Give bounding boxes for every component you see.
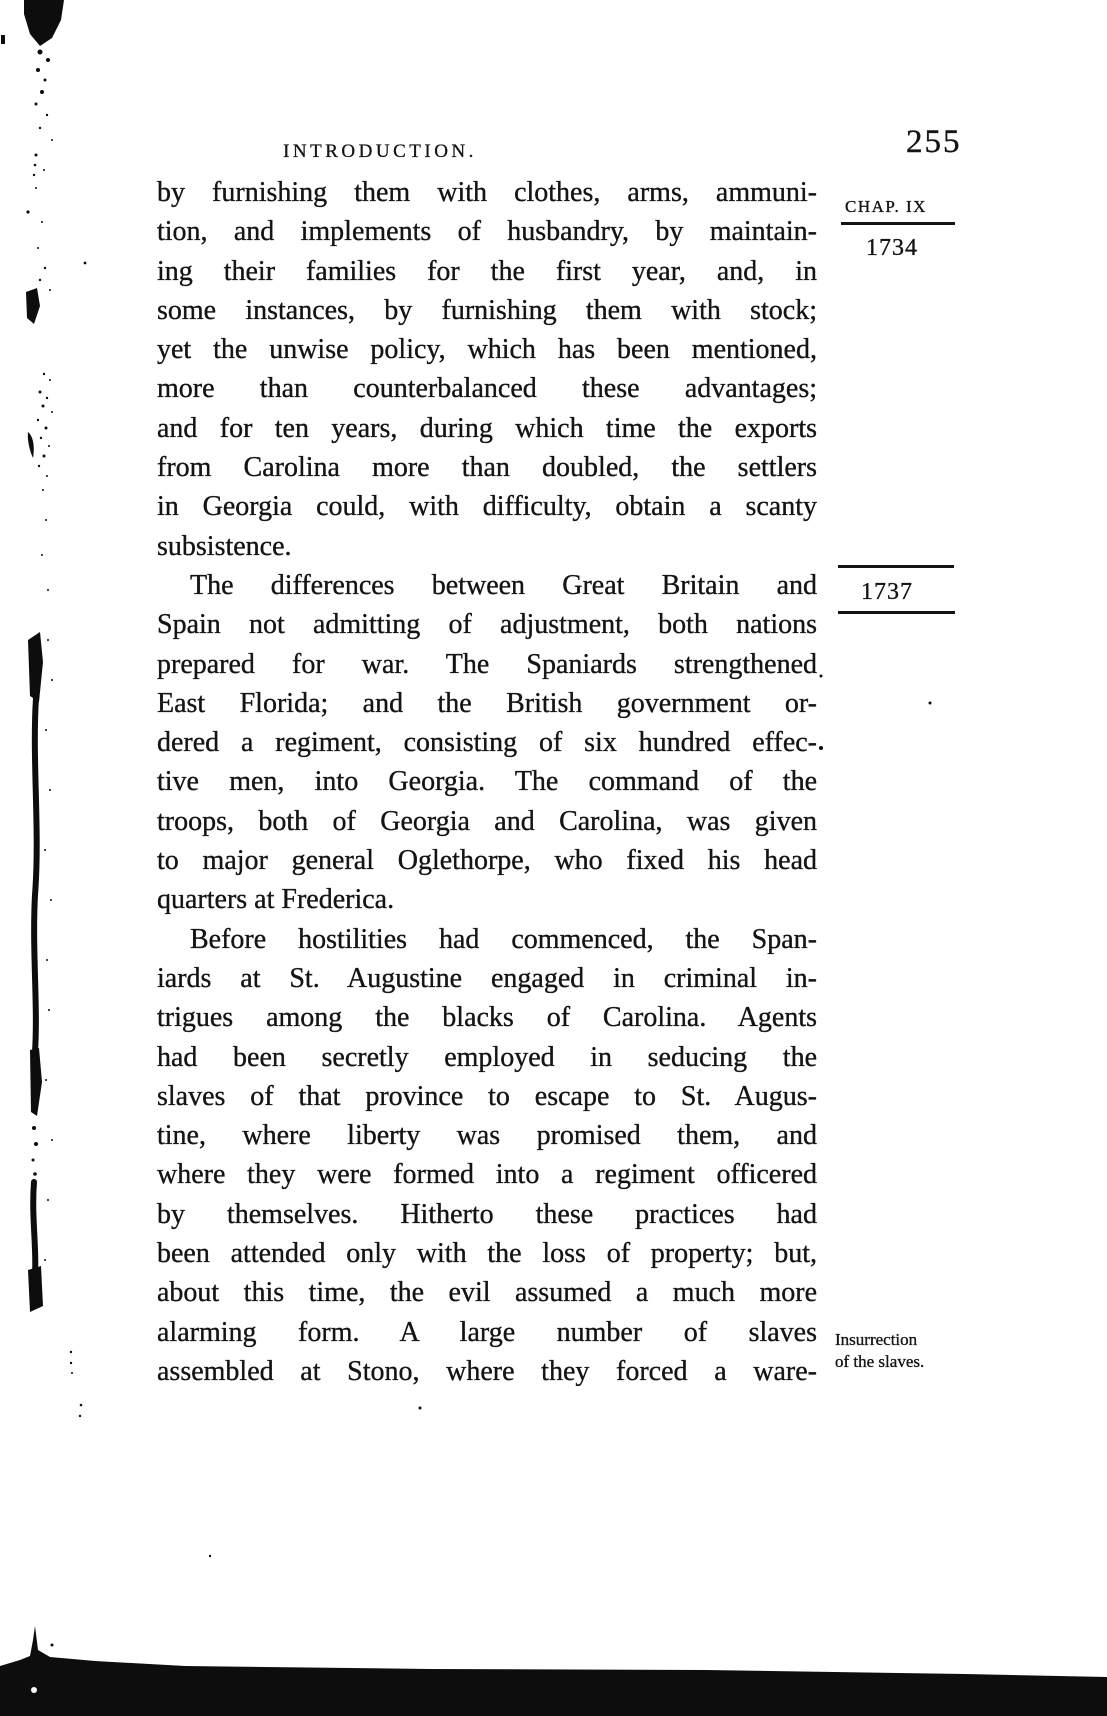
text-line: about this time, the evil assumed a much more (157, 1277, 817, 1309)
text-line: to major general Oglethorpe, who fixed his head (157, 845, 817, 877)
text-line: and for ten years, during which time the exports (157, 412, 817, 444)
margin-rule-below-1737 (838, 611, 955, 614)
margin-side-note (835, 1329, 1015, 1373)
text-line: Before hostilities had commenced, the Span- (190, 923, 817, 955)
text-line: subsistence. (157, 530, 292, 562)
body-text (157, 173, 817, 1391)
ink-speckles-mid (37, 373, 53, 591)
text-line: assembled at Stono, where they forced a ware- (157, 1355, 817, 1387)
text-line: by themselves. Hitherto these practices had (157, 1198, 817, 1230)
text-line: tion, and implements of husbandry, by maintain- (157, 216, 817, 248)
text-line: The differences between Great Britain and (190, 569, 817, 601)
text-line: some instances, by furnishing them with stock; (157, 294, 817, 326)
bottom-scan-bar (0, 1626, 1107, 1716)
text-line: more than counterbalanced these advantages; (157, 373, 817, 405)
side-note-line: of the slaves. (835, 1352, 925, 1371)
text-line: troops, both of Georgia and Carolina, was given (157, 805, 817, 837)
text-line: in Georgia could, with difficulty, obtain a scanty (157, 491, 817, 523)
ink-mark-left (28, 432, 34, 458)
margin-rule-under-chapter (841, 222, 955, 225)
text-line: tine, where liberty was promised them, and (157, 1120, 817, 1152)
text-line: had been secretly employed in seducing the (157, 1041, 817, 1073)
text-line: alarming form. A large number of slaves (157, 1316, 817, 1348)
ink-speckles-top (26, 50, 86, 292)
ink-smudge-left-upper (26, 288, 40, 324)
text-line: East Florida; and the British government or- (157, 687, 817, 719)
text-line: from Carolina more than doubled, the settlers (157, 452, 817, 484)
text-line: prepared for war. The Spaniards strengthened (157, 648, 817, 680)
text-line: trigues among the blacks of Carolina. Agents (157, 1002, 817, 1034)
streak-speckles (44, 639, 53, 1261)
text-line: been attended only with the loss of property; but, (157, 1238, 817, 1270)
page-number: 255 (906, 124, 962, 160)
bottom-bar-white-speck (31, 1687, 37, 1693)
text-line: where they were formed into a regiment officered (157, 1159, 817, 1191)
gutter-streak (28, 632, 53, 1312)
margin-chapter-label: CHAP. IX (845, 197, 927, 216)
margin-year-1734: 1734 (866, 235, 918, 261)
margin-rule-above-1737 (838, 565, 954, 568)
text-line: slaves of that province to escape to St. Augus- (157, 1080, 817, 1112)
text-line: quarters at Frederica. (157, 884, 395, 916)
text-line: Spain not admitting of adjustment, both nations (157, 609, 817, 641)
side-note-line: Insurrection (835, 1330, 918, 1349)
running-title: INTRODUCTION. (283, 141, 477, 162)
text-line: iards at St. Augustine engaged in criminal in- (157, 962, 817, 994)
text-line: dered a regiment, consisting of six hundred effec- (157, 727, 817, 759)
text-line: by furnishing them with clothes, arms, ammuni- (157, 177, 817, 208)
ink-edge-tick (1, 35, 5, 44)
margin-year-1737: 1737 (861, 579, 913, 605)
ink-smudge-top-left (24, 0, 64, 46)
text-line: ing their families for the first year, and, in (157, 255, 817, 287)
text-line: tive men, into Georgia. The command of the (157, 766, 817, 798)
text-line: yet the unwise policy, which has been mentioned, (157, 334, 817, 366)
